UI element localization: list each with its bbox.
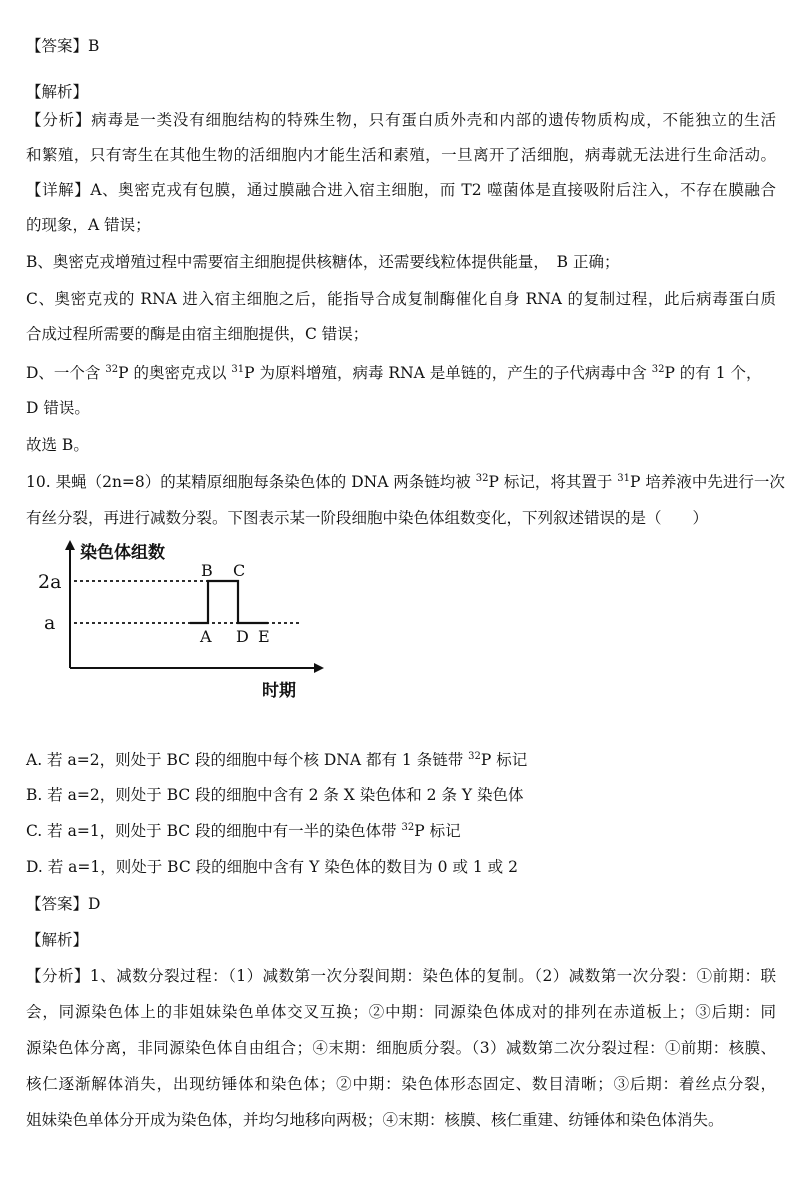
text-run: P 的有 1 个， xyxy=(664,364,762,382)
point-label-c: C xyxy=(233,561,246,580)
y-tick-a: a xyxy=(44,612,56,634)
superscript-32: 32 xyxy=(105,364,119,375)
text-run: P 标记 xyxy=(414,822,461,840)
chart-svg xyxy=(30,538,330,710)
text-run: P 为原料增殖，病毒 RNA 是单链的，产生的子代病毒中含 xyxy=(244,364,652,382)
superscript-31: 31 xyxy=(617,473,631,484)
q9-conclusion: 故选 B。 xyxy=(26,436,89,454)
q10-fenxi-line-1: 【分析】1、减数分裂过程：（1）减数第一次分裂间期：染色体的复制。（2）减数第一次分裂：①前期：联 xyxy=(26,967,776,985)
x-axis-label: 时期 xyxy=(262,681,296,701)
q9-fenxi-line-2: 和繁殖，只有寄生在其他生物的活细胞内才能生活和素殖，一旦离开了活细胞，病毒就无法进行生命活动。 xyxy=(26,146,776,164)
q9-detail-line-2: 的现象，A 错误； xyxy=(26,216,151,234)
y-tick-2a: 2a xyxy=(38,571,62,593)
point-label-a: A xyxy=(200,627,212,646)
superscript-32: 32 xyxy=(475,473,489,484)
superscript-31: 31 xyxy=(231,364,245,375)
q9-analysis-label: 【解析】 xyxy=(26,83,89,101)
q10-analysis-label: 【解析】 xyxy=(26,931,89,949)
q10-option-c xyxy=(26,821,776,841)
text-run: 10. 果蝇（2n=8）的某精原细胞每条染色体的 DNA 两条链均被 xyxy=(26,473,476,491)
q10-fenxi-line-5: 姐妹染色单体分开成为染色体，并均匀地移向两极；④末期：核膜、核仁重建、纺锤体和染色体消失。 xyxy=(26,1111,724,1129)
q9-answer-label: 【答案】B xyxy=(26,37,100,55)
text-run: A. 若 a=2，则处于 BC 段的细胞中每个核 DNA 都有 1 条链带 xyxy=(26,751,469,769)
x-axis-arrow xyxy=(314,663,324,673)
q9-detail-line-1: 【详解】A、奥密克戎有包膜，通过膜融合进入宿主细胞，而 T2 噬菌体是直接吸附后注入，不存在膜融合 xyxy=(26,181,776,199)
q10-option-b: B. 若 a=2，则处于 BC 段的细胞中含有 2 条 X 染色体和 2 条 Y 染色体 xyxy=(26,786,524,804)
point-label-d: D xyxy=(236,627,249,646)
text-run: C. 若 a=1，则处于 BC 段的细胞中有一半的染色体带 xyxy=(26,822,402,840)
superscript-32: 32 xyxy=(651,364,665,375)
q9-fenxi-line-1: 【分析】病毒是一类没有细胞结构的特殊生物，只有蛋白质外壳和内部的遗传物质构成，不能独立的生活 xyxy=(26,111,776,129)
q10-stem-line-1 xyxy=(26,472,785,492)
superscript-32: 32 xyxy=(401,822,415,833)
q9-option-c-explanation-1: C、奥密克戎的 RNA 进入宿主细胞之后，能指导合成复制酶催化自身 RNA 的复制过程，此后病毒蛋白质 xyxy=(26,290,776,308)
q9-option-d-explanation-1 xyxy=(26,363,776,383)
chromosome-set-chart xyxy=(30,538,330,710)
superscript-32: 32 xyxy=(468,751,481,762)
text-run: P 的奥密克戎以 xyxy=(118,364,232,382)
point-label-e: E xyxy=(258,627,270,646)
q9-option-d-explanation-2: D 错误。 xyxy=(26,399,90,417)
text-run: P 标记，将其置于 xyxy=(488,473,618,491)
q10-answer-label: 【答案】D xyxy=(26,895,101,913)
text-run: P 培养液中先进行一次 xyxy=(630,473,785,491)
y-axis-label: 染色体组数 xyxy=(80,543,165,563)
q10-option-d: D. 若 a=1，则处于 BC 段的细胞中含有 Y 染色体的数目为 0 或 1 或 2 xyxy=(26,858,518,876)
q9-option-b-explanation: B、奥密克戎增殖过程中需要宿主细胞提供核糖体，还需要线粒体提供能量， B 正确； xyxy=(26,253,620,271)
q10-option-a xyxy=(26,750,776,770)
y-axis-arrow xyxy=(65,540,75,550)
q9-option-c-explanation-2: 合成过程所需要的酶是由宿主细胞提供，C 错误； xyxy=(26,325,369,343)
q10-fenxi-line-3: 源染色体分离，非同源染色体自由组合；④末期：细胞质分裂。（3）减数第二次分裂过程：①前期：核膜、 xyxy=(26,1039,776,1057)
q10-fenxi-line-4: 核仁逐渐解体消失，出现纺锤体和染色体；②中期：染色体形态固定、数目清晰；③后期：着丝点分裂， xyxy=(26,1075,776,1093)
text-run: P 标记 xyxy=(480,751,528,769)
text-run: D、一个含 xyxy=(26,364,106,382)
data-line xyxy=(190,581,268,623)
q10-fenxi-line-2: 会，同源染色体上的非姐妹染色单体交叉互换；②中期：同源染色体成对的排列在赤道板上；③后期：同 xyxy=(26,1003,776,1021)
point-label-b: B xyxy=(201,561,213,580)
q10-stem-line-2: 有丝分裂，再进行减数分裂。下图表示某一阶段细胞中染色体组数变化，下列叙述错误的是（ ） xyxy=(26,509,709,527)
